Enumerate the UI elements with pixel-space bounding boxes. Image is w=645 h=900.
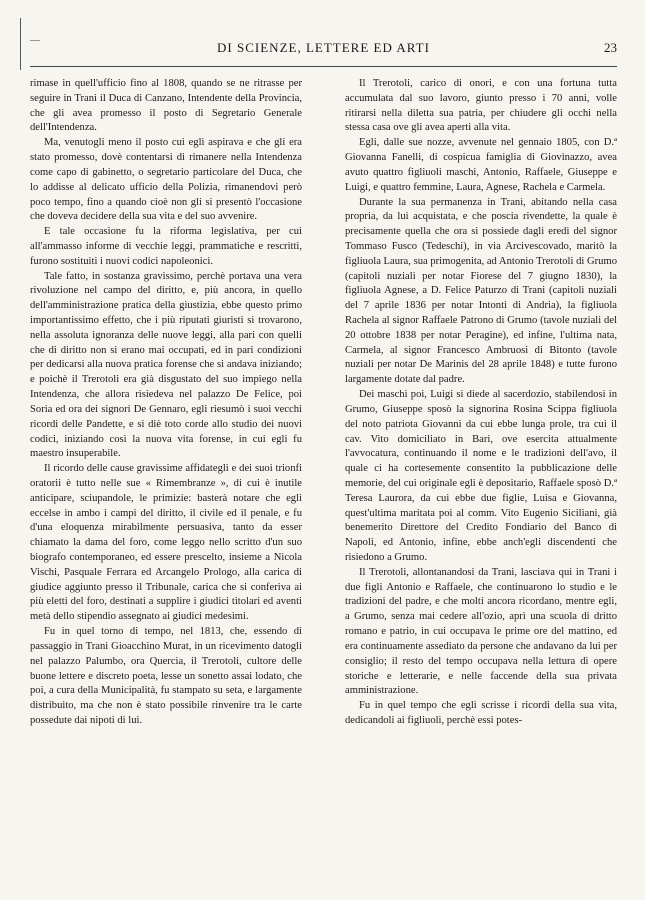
page-header: [30, 40, 617, 62]
margin-pencil-mark: [20, 18, 21, 70]
paragraph: E tale occasione fu la riforma legislativa, per cui all'ammasso informe di vecchie leggi, prammatiche e rescritti, furono sostituiti i nuovi codici napoleonici.: [30, 226, 302, 267]
paragraph: Il Trerotoli, allontanandosi da Trani, lasciava qui in Trani i due figli Antonio e Raffaele, che continuarono lo studio e le tradizioni del padre, e che molti ancora ricordano, mentre egli, a Grumo, senza mai cedere all'ozio, aprì una scuola di dritto romano e patrio, in cui occupava le prime ore del mattino, ed era continuamente assediato da persone che andavano da lui per consiglio; il resto del tempo occupava nella lettura di opere storiche e letterarie, e nelle faccende della sua privata amministrazione.: [345, 566, 617, 697]
left-column: [30, 77, 302, 884]
paragraph: Ma, venutogli meno il posto cui egli aspirava e che gli era stato promesso, dovè contentarsi di rimanere nella Intendenza come capo di gabinetto, o segretario particolare del Duca, che lo addisse al delicato ufficio della Polizia, rimanendovi però poco tempo, fino a quando cioè non gli si presentò l'occasione che doveva decidere della sua vita e del suo avvenire.: [30, 137, 302, 223]
page-number: 23: [604, 40, 617, 55]
paragraph: Fu in quel tempo che egli scrisse i ricordi della sua vita, dedicandoli ai figliuoli, perchè essi potes-: [345, 700, 617, 726]
paragraph: Egli, dalle sue nozze, avvenute nel gennaio 1805, con D.ª Giovanna Fanelli, di cospicua famiglia di Giovinazzo, avea avuto quattro figliuoli maschi, Antonio, Raffaele, Giuseppe e Luigi, e quattro femmine, Laura, Agnese, Rachela e Carmela.: [345, 137, 617, 193]
header-rule: [30, 66, 617, 67]
paragraph: Tale fatto, in sostanza gravissimo, perchè portava una vera rivoluzione nel campo del diritto, e, più ancora, in quello dell'amministrazione pratica della giustizia, ebbe questo primo importantissimo effetto, che i più riputati giuristi si trovarono, nella assoluta ignoranza delle nuove leggi, alla pari con quelli che di diritto non si erano mai occupati, ed in pari condizioni per dedicarsi alla nuova pratica forense che si andava iniziando; e poichè il Trerotoli era già disgustato del suo impiego nella Intendenza, che allora risiedeva nel palazzo De Felice, poi Soria ed ora dei signori De Gennaro, egli riesumò i suoi vecchi ricordi delle Pandette, e si diè toto corde allo studio dei nuovi codici, iniziando così la nuova vita forense, in cui egli fu maestro insuperabile.: [30, 270, 302, 460]
right-column: [345, 77, 617, 884]
paragraph: Durante la sua permanenza in Trani, abitando nella casa propria, da lui acquistata, e che poscia rivendette, la quale è precisamente quella che ora si possiede dagli eredi del signor Tommaso Fusco (Tedeschi), in via Arcivescovado, maritò la figliuola Laura, sua primogenita, ad Antonio Trerotoli di Grumo (capitoli nuziali per notar Fiorese del 7 giugno 1830), la figliuola Agnese, a D. Felice Paturzo di Trani (capitoli nuziali del 7 aprile 1836 per notar Intonti di Andria), la figliuola Rachela al signor Raffaele Patrono di Grumo (tavole nuziali del 20 ottobre 1838 per notar Peragine), ed infine, l'ultima nata, Carmela, al signor Francesco Ambruosi di Bitonto (tavole nuziali per notar De Marinis del 28 aprile 1848) e tutte furono largamente dotate dal padre.: [345, 196, 617, 386]
paragraph: rimase in quell'ufficio fino al 1808, quando se ne ritrasse per seguire in Trani il Duca di Canzano, Intendente della Provincia, che gli avea promesso il posto di Segretario Generale dell'Intendenza.: [30, 78, 302, 134]
paragraph: Fu in quel torno di tempo, nel 1813, che, essendo di passaggio in Trani Gioacchino Murat, in un ricevimento datogli nel palazzo Palumbo, ora Quercia, il Trerotoli, cultore delle buone lettere e discreto poeta, lesse un sonetto assai lodato, che poi, a cura della Municipalità, fu stampato su seta, e largamente distribuito, ma che non è stato possibile rinvenire tra le carte possedute dai nipoti di lui.: [30, 626, 302, 726]
column-gutter: [323, 77, 324, 884]
paragraph: Il Trerotoli, carico di onori, e con una fortuna tutta accumulata dal suo lavoro, giunto presso i 70 anni, volle ritirarsi nella diletta sua patria, per chiudere gli occhi nella stessa casa ove gli avea aperti alla vita.: [345, 78, 617, 134]
running-head: DI SCIENZE, LETTERE ED ARTI: [217, 40, 430, 55]
paragraph: Il ricordo delle cause gravissime affidategli e dei suoi trionfi oratorii è tutto nelle sue « Rimembranze », di cui è inutile anticipare, sciupandole, le primizie: basterà notare che egli eccelse in ambo i campi del diritto, il civile ed il penale, e fu d'una eloquenza mirabilmente persuasiva, tanto da esser chiamato la dama del foro, come leggo nello scritto d'un suo biografo contemporaneo, ed essere prescelto, insieme a Nicola Vischi, Pasquale Ferrara ed Arcangelo Prologo, alla carica di giudice aggiunto presso il Tribunale, carica che si conferiva ai più eletti del foro, destinati a supplire i giudici titolari ed aventi metà dello stipendio assegnato ai giudici medesimi.: [30, 463, 302, 623]
text-columns: [30, 77, 617, 884]
paragraph: Dei maschi poi, Luigi si diede al sacerdozio, stabilendosi in Grumo, Giuseppe sposò la signorina Rosina Scippa figliuola del noto patriota Giovanni da cui ebbe lunga prole, tra cui il cav. Vito domiciliato in Bari, ove esercita attualmente l'avvocatura, continuando il nome e le tradizioni dell'avo, il quale ci ha cortesemente consentito la pubblicazione delle memorie, del cui originale egli è depositario, Raffaele sposò D.ª Teresa Laurora, da cui ebbe due figlie, Luisa e Giovanna, quest'ultima maritata poi al comm. Vito Eugenio Siciliani, già benemerito Direttore del Credito Fondiario del Banco di Napoli, ed Antonio, infine, ebbe anch'egli discendenti che risiedono a Grumo.: [345, 389, 617, 563]
